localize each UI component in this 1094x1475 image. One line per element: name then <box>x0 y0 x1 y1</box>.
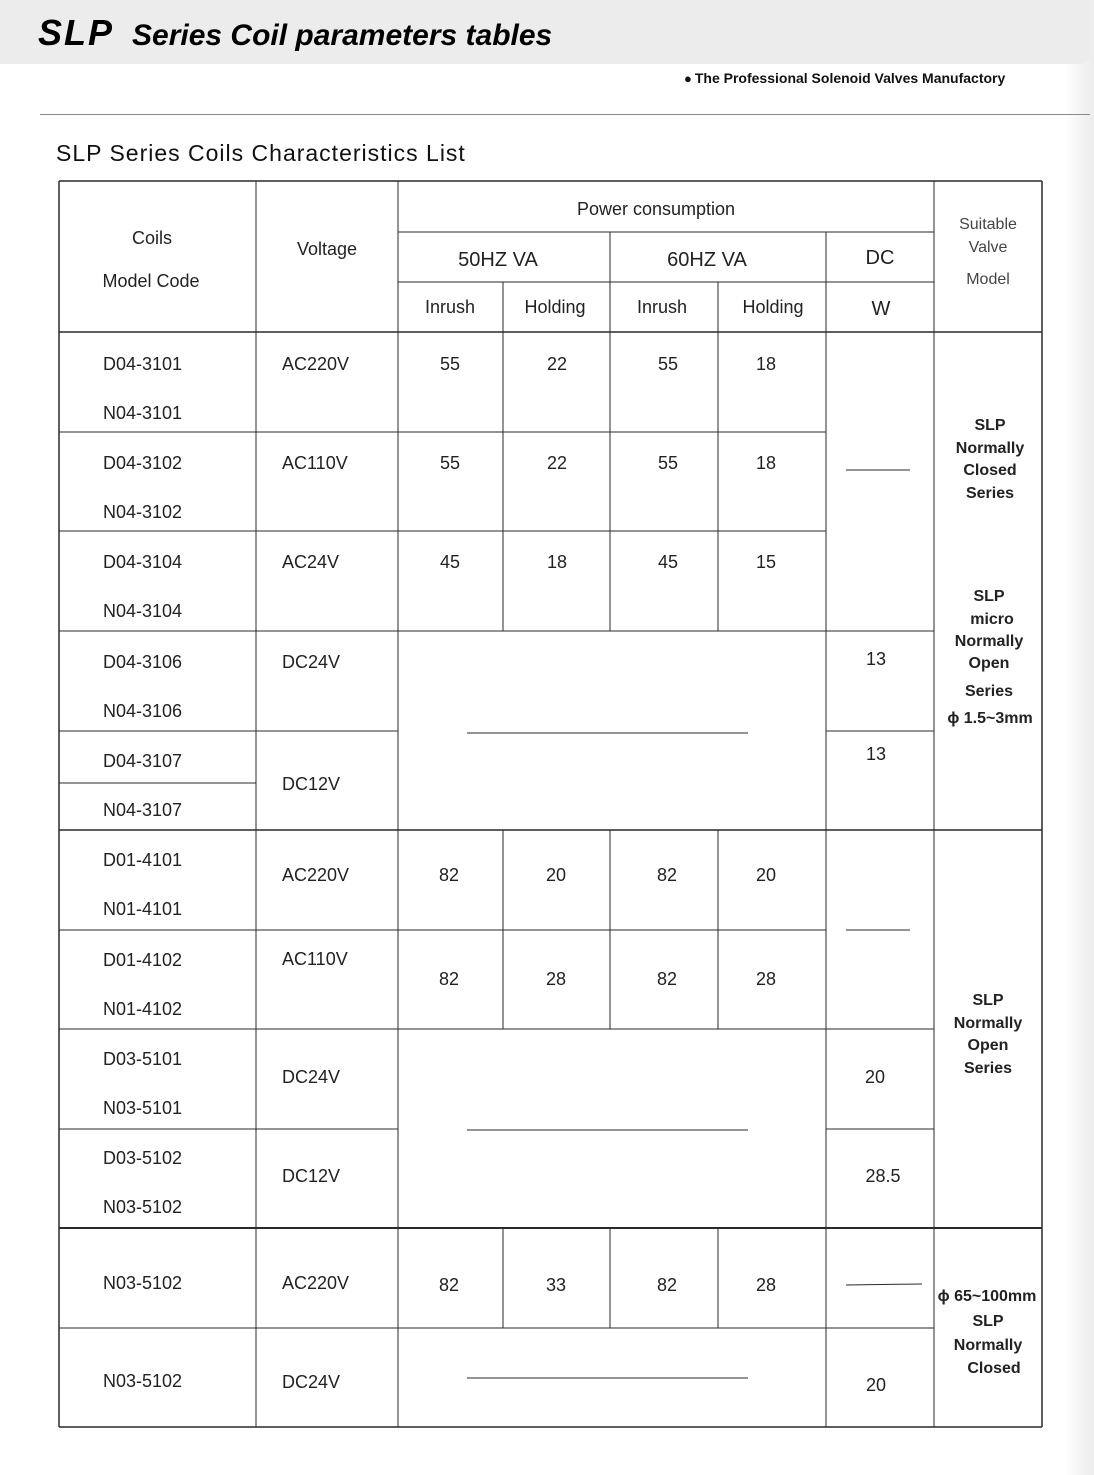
group-label: SLP <box>973 588 1005 605</box>
cell-code-n: N03-5101 <box>103 1098 183 1118</box>
header-inrush-50: Inrush <box>424 297 476 317</box>
cell-holding-60: 28 <box>755 1275 777 1295</box>
cell-code-n: N04-3104 <box>103 601 183 621</box>
cell-code-n: N03-5102 <box>103 1371 183 1391</box>
cell-code-n: N04-3106 <box>103 701 183 721</box>
header-valve: Valve <box>968 239 1008 256</box>
cell-inrush-50: 82 <box>438 1275 460 1295</box>
group-label: SLP <box>972 1313 1004 1330</box>
cell-inrush-50: 45 <box>439 552 461 572</box>
series-logo-text: SLP <box>38 12 115 53</box>
cell-inrush-50: 55 <box>439 354 461 374</box>
cell-inrush-60: 55 <box>657 453 679 473</box>
cell-inrush-60: 55 <box>657 354 679 374</box>
cell-holding-60: 28 <box>755 969 777 989</box>
cell-holding-60: 15 <box>755 552 777 572</box>
cell-holding-50: 28 <box>545 969 567 989</box>
cell-code-n: N04-3107 <box>103 800 183 820</box>
cell-dc-watt: 13 <box>865 649 887 669</box>
header-model: Model <box>966 271 1010 288</box>
header-suitable: Suitable <box>959 216 1017 233</box>
cell-inrush-50: 82 <box>438 969 460 989</box>
cell-voltage: AC110V <box>282 949 348 969</box>
cell-code-d: D04-3104 <box>103 552 183 572</box>
cell-inrush-60: 82 <box>656 1275 678 1295</box>
group-label: SLP <box>974 417 1006 434</box>
cell-holding-60: 18 <box>755 453 777 473</box>
group-label: ϕ 1.5~3mm <box>947 710 1033 727</box>
cell-inrush-50: 55 <box>439 453 461 473</box>
cell-inrush-60: 82 <box>656 969 678 989</box>
dash-line <box>846 1284 922 1285</box>
cell-code-n: N03-5102 <box>103 1197 183 1217</box>
header-power-consumption: Power consumption <box>576 199 736 219</box>
cell-holding-50: 18 <box>546 552 568 572</box>
header-50hz: 50HZ VA <box>458 249 538 271</box>
cell-code-d: D01-4101 <box>103 850 183 870</box>
cell-code-n: N04-3101 <box>103 403 183 423</box>
group-label: Normally <box>954 633 1024 650</box>
group-label: ϕ 65~100mm <box>937 1288 1037 1305</box>
group-label: Series <box>965 485 1015 502</box>
header-holding-60: Holding <box>742 297 804 317</box>
bullet-icon: ● <box>684 71 692 86</box>
cell-dc-watt: 13 <box>865 744 887 764</box>
cell-dc-watt: 28.5 <box>865 1166 901 1186</box>
group-label: Open <box>967 1037 1009 1054</box>
cell-code-d: D04-3107 <box>103 751 183 771</box>
cell-voltage: DC12V <box>282 1166 341 1186</box>
group-label: Closed <box>963 462 1017 479</box>
cell-voltage: DC24V <box>282 1372 341 1392</box>
cell-voltage: AC220V <box>282 354 350 374</box>
cell-voltage: AC110V <box>282 453 348 473</box>
header-60hz: 60HZ VA <box>667 249 747 271</box>
cell-inrush-50: 82 <box>438 865 460 885</box>
cell-holding-50: 22 <box>546 354 568 374</box>
header-model-code: Model Code <box>102 271 200 291</box>
cell-voltage: DC12V <box>282 774 341 794</box>
group-label: Normally <box>955 440 1025 457</box>
tagline-text: The Professional Solenoid Valves Manufactory <box>694 70 1006 86</box>
group-label: Closed <box>967 1360 1021 1377</box>
cell-holding-60: 20 <box>755 865 777 885</box>
cell-voltage: AC220V <box>282 865 350 885</box>
cell-code-d: D01-4102 <box>103 950 183 970</box>
cell-code-n: N01-4101 <box>103 899 183 919</box>
cell-holding-50: 20 <box>545 865 567 885</box>
list-title: SLP Series Coils Characteristics List <box>56 140 466 166</box>
header-watt: W <box>871 298 891 320</box>
cell-code-n: N04-3102 <box>103 502 183 522</box>
cell-holding-60: 18 <box>755 354 777 374</box>
header-inrush-60: Inrush <box>636 297 688 317</box>
cell-code-d: D03-5101 <box>103 1049 183 1069</box>
cell-code-n: N01-4102 <box>103 999 183 1019</box>
cell-voltage: DC24V <box>282 652 341 672</box>
group-label: Open <box>968 655 1010 672</box>
cell-code-d: D03-5102 <box>103 1148 183 1168</box>
cell-inrush-60: 82 <box>656 865 678 885</box>
cell-code-d: D04-3106 <box>103 652 183 672</box>
header-coils: Coils <box>131 228 173 248</box>
header-voltage: Voltage <box>296 239 358 259</box>
cell-inrush-60: 45 <box>657 552 679 572</box>
group-label: Normally <box>953 1015 1023 1032</box>
cell-voltage: DC24V <box>282 1067 341 1087</box>
cell-dc-watt: 20 <box>865 1375 887 1395</box>
cell-code-d: D04-3102 <box>103 453 183 473</box>
group-label: SLP <box>972 992 1004 1009</box>
cell-dc-watt: 20 <box>864 1067 886 1087</box>
group-label: Normally <box>953 1337 1023 1354</box>
header-holding-50: Holding <box>524 297 586 317</box>
group-label: micro <box>970 611 1014 628</box>
group-label: Series <box>963 1060 1013 1077</box>
group-label: Series <box>964 683 1014 700</box>
cell-voltage: AC24V <box>282 552 340 572</box>
cell-holding-50: 33 <box>545 1275 567 1295</box>
cell-voltage: AC220V <box>282 1273 350 1293</box>
cell-holding-50: 22 <box>546 453 568 473</box>
cell-code-d: D04-3101 <box>103 354 183 374</box>
header-dc: DC <box>865 247 895 269</box>
page-title-text: Series Coil parameters tables <box>132 19 553 52</box>
cell-code-n: N03-5102 <box>103 1273 183 1293</box>
